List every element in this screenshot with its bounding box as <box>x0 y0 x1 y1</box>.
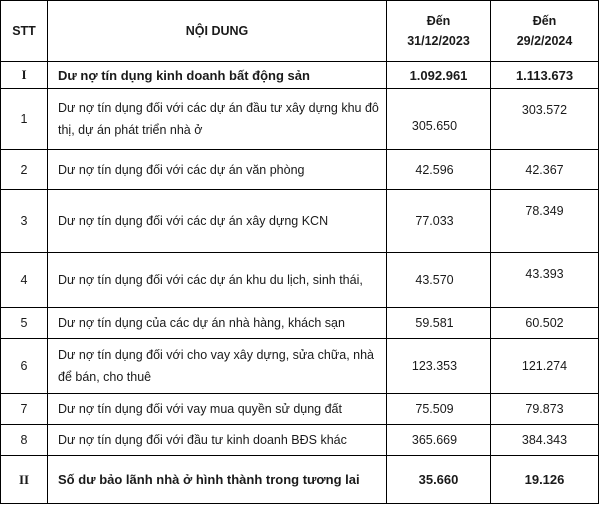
row-value-col1: 305.650 <box>387 89 491 150</box>
row-content: Dư nợ tín dụng đối với các dự án khu du lịch, sinh thái, <box>48 253 387 308</box>
row-value-col1: 77.033 <box>387 190 491 253</box>
row-content: Dư nợ tín dụng đối với cho vay xây dựng, sửa chữa, nhà để bán, cho thuê <box>48 339 387 394</box>
table-row <box>1 150 599 190</box>
row-value-col2: 121.274 <box>491 339 599 394</box>
header-row <box>1 1 599 62</box>
row-content: Dư nợ tín dụng đối với vay mua quyền sử dụng đất <box>48 394 387 425</box>
row-content: Dư nợ tín dụng đối với các dự án văn phòng <box>48 150 387 190</box>
row-value-col1: 43.570 <box>387 253 491 308</box>
header-col2-line1: Đến <box>532 14 557 28</box>
row-stt: 8 <box>1 425 48 456</box>
header-col1-line2: 31/12/2023 <box>407 34 470 48</box>
row-value-col2: 78.349 <box>491 190 599 253</box>
table-row <box>1 308 599 339</box>
row-stt: 7 <box>1 394 48 425</box>
row-value-col2: 303.572 <box>491 89 599 150</box>
section-value-col2: 19.126 <box>491 456 599 504</box>
header-stt: STT <box>1 1 48 62</box>
section-content: Số dư bảo lãnh nhà ở hình thành trong tương lai <box>48 456 387 504</box>
header-content: NỘI DUNG <box>48 1 387 62</box>
table-row <box>1 89 599 150</box>
section-row <box>1 456 599 504</box>
row-value-col2: 384.343 <box>491 425 599 456</box>
row-stt: 4 <box>1 253 48 308</box>
header-col2 <box>491 1 599 62</box>
table-row <box>1 425 599 456</box>
row-value-col1: 123.353 <box>387 339 491 394</box>
row-stt: 1 <box>1 89 48 150</box>
row-stt: 5 <box>1 308 48 339</box>
section-value-col1: 35.660 <box>387 456 491 504</box>
row-value-col1: 42.596 <box>387 150 491 190</box>
table-row <box>1 253 599 308</box>
header-col1 <box>387 1 491 62</box>
row-value-col1: 75.509 <box>387 394 491 425</box>
row-content: Dư nợ tín dụng đối với các dự án đầu tư xây dựng khu đô thị, dự án phát triển nhà ở <box>48 89 387 150</box>
section-value-col2: 1.113.673 <box>491 62 599 89</box>
section-stt: II <box>1 456 48 504</box>
row-value-col1: 365.669 <box>387 425 491 456</box>
section-stt: I <box>1 62 48 89</box>
table-row <box>1 394 599 425</box>
header-col1-line1: Đến <box>426 14 451 28</box>
row-content: Dư nợ tín dụng của các dự án nhà hàng, khách sạn <box>48 308 387 339</box>
section-content: Dư nợ tín dụng kinh doanh bất động sản <box>48 62 387 89</box>
row-value-col2: 60.502 <box>491 308 599 339</box>
row-stt: 2 <box>1 150 48 190</box>
table-row <box>1 339 599 394</box>
header-col2-line2: 29/2/2024 <box>516 34 573 48</box>
row-value-col2: 79.873 <box>491 394 599 425</box>
row-value-col2: 42.367 <box>491 150 599 190</box>
row-stt: 6 <box>1 339 48 394</box>
table-row <box>1 190 599 253</box>
section-value-col1: 1.092.961 <box>387 62 491 89</box>
section-row <box>1 62 599 89</box>
row-content: Dư nợ tín dụng đối với các dự án xây dựng KCN <box>48 190 387 253</box>
row-content: Dư nợ tín dụng đối với đầu tư kinh doanh BĐS khác <box>48 425 387 456</box>
row-value-col2: 43.393 <box>491 253 599 308</box>
row-value-col1: 59.581 <box>387 308 491 339</box>
row-stt: 3 <box>1 190 48 253</box>
